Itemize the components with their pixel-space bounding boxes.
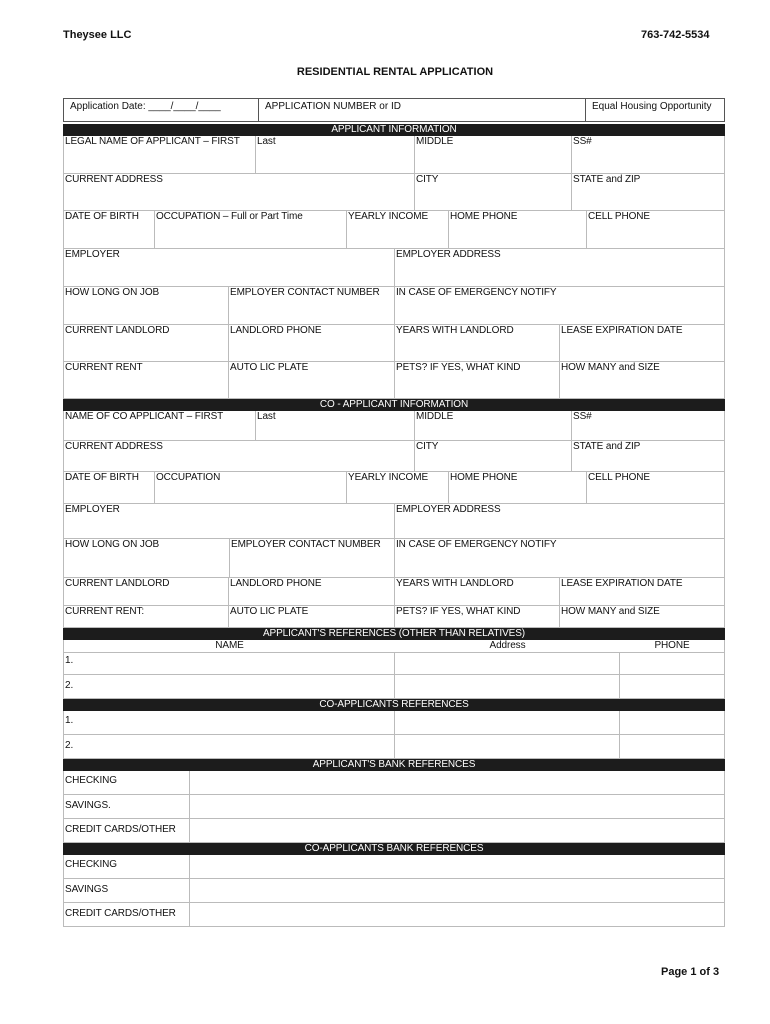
- co-pets-count-size-field[interactable]: HOW MANY and SIZE: [561, 606, 660, 617]
- current-address-field[interactable]: CURRENT ADDRESS: [64, 174, 415, 210]
- last-name-field[interactable]: Last: [256, 136, 415, 173]
- co-years-with-landlord-field[interactable]: YEARS WITH LANDLORD: [395, 578, 560, 605]
- bank-checking-label: CHECKING: [64, 771, 190, 794]
- co-employer-field[interactable]: EMPLOYER: [64, 504, 395, 538]
- section-applicant-references: APPLICANT'S REFERENCES (OTHER THAN RELATIVES): [63, 628, 725, 640]
- co-landlord-phone-field[interactable]: LANDLORD PHONE: [229, 578, 395, 605]
- city-field[interactable]: CITY: [415, 174, 572, 210]
- references-column-headers: [63, 640, 725, 652]
- co-bank-savings-field[interactable]: [190, 879, 724, 902]
- co-reference-2-address[interactable]: [395, 735, 620, 758]
- current-landlord-field[interactable]: CURRENT LANDLORD: [64, 325, 229, 361]
- middle-name-field[interactable]: MIDDLE: [415, 136, 572, 173]
- co-bank-savings-label: SAVINGS: [64, 879, 190, 902]
- pets-count-size-field[interactable]: HOW MANY and SIZE: [561, 362, 660, 373]
- co-bank-checking-field[interactable]: [190, 855, 724, 878]
- co-reference-1-address[interactable]: [395, 711, 620, 734]
- section-applicant-information: APPLICANT INFORMATION: [63, 124, 725, 136]
- co-how-long-on-job-field[interactable]: HOW LONG ON JOB: [64, 539, 230, 577]
- co-date-of-birth-field[interactable]: DATE OF BIRTH: [64, 472, 155, 503]
- employer-field[interactable]: EMPLOYER: [64, 249, 395, 286]
- bank-savings-label: SAVINGS.: [64, 795, 190, 818]
- co-reference-1-name[interactable]: 1.: [64, 711, 395, 734]
- co-lease-expiration-field[interactable]: LEASE EXPIRATION DATE: [561, 578, 683, 589]
- co-employer-address-field[interactable]: EMPLOYER ADDRESS: [396, 504, 501, 515]
- col-phone-header: PHONE: [654, 640, 690, 651]
- section-co-applicant-references: CO-APPLICANTS REFERENCES: [63, 699, 725, 711]
- home-phone-field[interactable]: HOME PHONE: [449, 211, 587, 248]
- co-bank-credit-field[interactable]: [190, 903, 724, 926]
- co-bank-credit-label: CREDIT CARDS/OTHER: [64, 903, 190, 926]
- reference-2-address[interactable]: [395, 675, 620, 698]
- co-reference-2-name[interactable]: 2.: [64, 735, 395, 758]
- application-header-box: [63, 98, 725, 122]
- section-applicant-bank-references: APPLICANT'S BANK REFERENCES: [63, 759, 725, 771]
- co-bank-checking-label: CHECKING: [64, 855, 190, 878]
- co-pets-field[interactable]: PETS? IF YES, WHAT KIND: [395, 606, 560, 627]
- co-state-zip-field[interactable]: STATE and ZIP: [573, 441, 641, 452]
- how-long-on-job-field[interactable]: HOW LONG ON JOB: [64, 287, 229, 324]
- company-phone: 763-742-5534: [641, 29, 710, 41]
- co-employer-contact-field[interactable]: EMPLOYER CONTACT NUMBER: [230, 539, 395, 577]
- co-last-name-field[interactable]: Last: [256, 411, 415, 440]
- reference-1-name[interactable]: 1.: [64, 653, 395, 674]
- auto-plate-field[interactable]: AUTO LIC PLATE: [229, 362, 395, 398]
- employer-contact-field[interactable]: EMPLOYER CONTACT NUMBER: [229, 287, 395, 324]
- date-of-birth-field[interactable]: DATE OF BIRTH: [64, 211, 155, 248]
- co-home-phone-field[interactable]: HOME PHONE: [449, 472, 587, 503]
- landlord-phone-field[interactable]: LANDLORD PHONE: [229, 325, 395, 361]
- reference-1-address[interactable]: [395, 653, 620, 674]
- co-reference-2-phone[interactable]: [620, 735, 724, 758]
- pets-field[interactable]: PETS? IF YES, WHAT KIND: [395, 362, 560, 398]
- employer-address-field[interactable]: EMPLOYER ADDRESS: [396, 249, 501, 260]
- section-co-applicant-bank-references: CO-APPLICANTS BANK REFERENCES: [63, 843, 725, 855]
- yearly-income-field[interactable]: YEARLY INCOME: [347, 211, 449, 248]
- application-date-field[interactable]: Application Date: ____/____/____: [64, 99, 259, 121]
- co-ssn-field[interactable]: SS#: [573, 411, 592, 422]
- co-middle-name-field[interactable]: MIDDLE: [415, 411, 572, 440]
- page-title: RESIDENTIAL RENTAL APPLICATION: [296, 66, 494, 78]
- lease-expiration-field[interactable]: LEASE EXPIRATION DATE: [561, 325, 683, 336]
- reference-1-phone[interactable]: [620, 653, 724, 674]
- bank-savings-field[interactable]: [190, 795, 724, 818]
- co-current-address-field[interactable]: CURRENT ADDRESS: [64, 441, 415, 471]
- co-city-field[interactable]: CITY: [415, 441, 572, 471]
- co-reference-1-phone[interactable]: [620, 711, 724, 734]
- state-zip-field[interactable]: STATE and ZIP: [573, 174, 641, 185]
- application-number-field[interactable]: APPLICATION NUMBER or ID: [259, 99, 586, 121]
- reference-2-name[interactable]: 2.: [64, 675, 395, 698]
- co-emergency-contact-field[interactable]: IN CASE OF EMERGENCY NOTIFY: [396, 539, 557, 550]
- col-address-header: Address: [489, 640, 526, 651]
- co-current-landlord-field[interactable]: CURRENT LANDLORD: [64, 578, 229, 605]
- current-rent-field[interactable]: CURRENT RENT: [64, 362, 229, 398]
- bank-credit-field[interactable]: [190, 819, 724, 842]
- co-auto-plate-field[interactable]: AUTO LIC PLATE: [229, 606, 395, 627]
- legal-name-first-field[interactable]: LEGAL NAME OF APPLICANT – FIRST: [64, 136, 256, 173]
- reference-2-phone[interactable]: [620, 675, 724, 698]
- emergency-contact-field[interactable]: IN CASE OF EMERGENCY NOTIFY: [396, 287, 557, 298]
- equal-housing-label: Equal Housing Opportunity: [592, 101, 712, 112]
- bank-checking-field[interactable]: [190, 771, 724, 794]
- co-cell-phone-field[interactable]: CELL PHONE: [588, 472, 650, 483]
- ssn-field[interactable]: SS#: [573, 136, 592, 147]
- co-yearly-income-field[interactable]: YEARLY INCOME: [347, 472, 449, 503]
- co-name-first-field[interactable]: NAME OF CO APPLICANT – FIRST: [64, 411, 256, 440]
- bank-credit-label: CREDIT CARDS/OTHER: [64, 819, 190, 842]
- co-occupation-field[interactable]: OCCUPATION: [155, 472, 347, 503]
- co-current-rent-field[interactable]: CURRENT RENT:: [64, 606, 229, 627]
- cell-phone-field[interactable]: CELL PHONE: [588, 211, 650, 222]
- application-form: [63, 124, 725, 927]
- section-co-applicant-information: CO - APPLICANT INFORMATION: [63, 399, 725, 411]
- company-name: Theysee LLC: [63, 29, 132, 41]
- col-name-header: NAME: [215, 640, 244, 651]
- years-with-landlord-field[interactable]: YEARS WITH LANDLORD: [395, 325, 560, 361]
- page-number: Page 1 of 3: [661, 966, 720, 978]
- occupation-field[interactable]: OCCUPATION – Full or Part Time: [155, 211, 347, 248]
